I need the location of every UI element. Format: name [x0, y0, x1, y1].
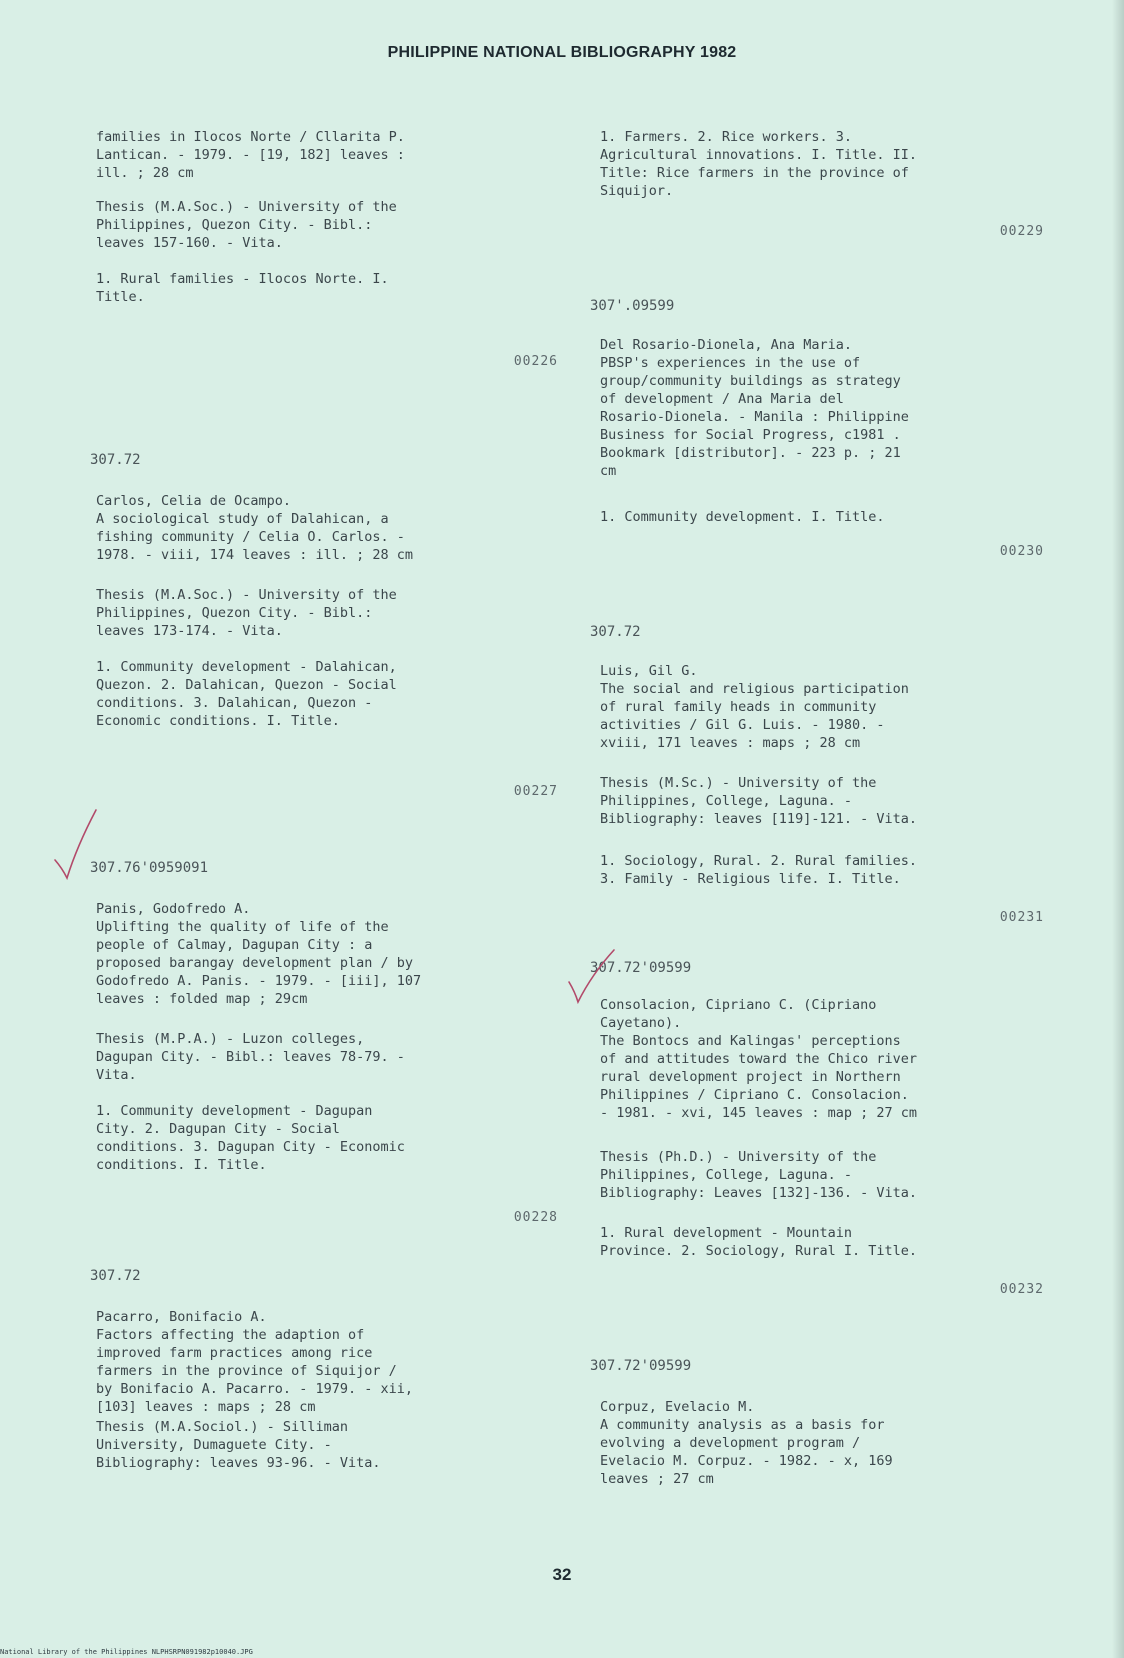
- record-subjects: 1. Sociology, Rural. 2. Rural families. 3. Family - Religious life. I. Title.: [600, 853, 917, 887]
- record-thesis-note: Thesis (M.A.Soc.) - University of the Philippines, Quezon City. - Bibl.: leaves 157-160. - Vita.: [96, 199, 397, 251]
- record-thesis-note: Thesis (M.Sc.) - University of the Philippines, College, Laguna. - Bibliography: leaves [119]-121. - Vita.: [600, 775, 917, 827]
- call-number: 307'.09599: [590, 298, 675, 314]
- page-number: 32: [552, 1565, 572, 1584]
- page-header: PHILIPPINE NATIONAL BIBLIOGRAPHY 1982: [387, 44, 737, 61]
- record-thesis-note: Thesis (M.A.Sociol.) - Silliman University, Dumaguete City. - Bibliography: leaves 93-96. - Vita.: [96, 1419, 381, 1471]
- record-subjects: 1. Farmers. 2. Rice workers. 3. Agricultural innovations. I. Title. II. Title: Rice farmers in the province of Siquijor.: [600, 129, 917, 199]
- record-number: 00230: [999, 544, 1044, 559]
- check-mark-icon: [52, 808, 98, 884]
- record-description: Del Rosario-Dionela, Ana Maria. PBSP's experiences in the use of group/community buildings as strategy of development / Ana Maria del Rosario-Dionela. - Manila : Philippine Business for Social Progress, c1981 . Bookmark [distributor]. - 223 p. ; 21 cm: [600, 337, 909, 479]
- record-subjects: 1. Community development - Dagupan City. 2. Dagupan City - Social conditions. 3. Dagupan City - Economic conditions. I. Title.: [96, 1103, 405, 1173]
- record-thesis-note: Thesis (M.P.A.) - Luzon colleges, Dagupan City. - Bibl.: leaves 78-79. - Vita.: [96, 1031, 405, 1083]
- record-description: Luis, Gil G. The social and religious participation of rural family heads in community activities / Gil G. Luis. - 1980. - xviii, 171 leaves : maps ; 28 cm: [600, 663, 909, 751]
- record-subjects: 1. Rural development - Mountain Province. 2. Sociology, Rural I. Title.: [600, 1225, 917, 1259]
- record-number: 00228: [513, 1210, 558, 1225]
- call-number: 307.72'09599: [590, 960, 692, 976]
- call-number: 307.72'09599: [590, 1358, 692, 1374]
- record-description: families in Ilocos Norte / Cllarita P. Lantican. - 1979. - [19, 182] leaves : ill. ; 28 cm: [96, 129, 405, 181]
- call-number: 307.76'0959091: [90, 860, 209, 876]
- record-description: Corpuz, Evelacio M. A community analysis as a basis for evolving a development program / Evelacio M. Corpuz. - 1982. - x, 169 leaves ; 27 cm: [600, 1399, 893, 1487]
- record-number: 00227: [513, 784, 558, 799]
- record-number: 00229: [999, 224, 1044, 239]
- record-number: 00231: [999, 910, 1044, 925]
- check-mark-icon: [566, 948, 616, 1006]
- record-description: Carlos, Celia de Ocampo. A sociological study of Dalahican, a fishing community / Celia O. Carlos. - 1978. - viii, 174 leaves : ill. ; 28 cm: [96, 493, 413, 563]
- record-number: 00232: [999, 1282, 1044, 1297]
- scan-source-note: National Library of the Philippines NLPHSRPN091982p10040.JPG: [0, 1648, 253, 1656]
- record-thesis-note: Thesis (M.A.Soc.) - University of the Philippines, Quezon City. - Bibl.: leaves 173-174. - Vita.: [96, 587, 397, 639]
- record-number: 00226: [513, 354, 558, 369]
- record-description: Consolacion, Cipriano C. (Cipriano Cayetano). The Bontocs and Kalingas' perceptions of and attitudes toward the Chico river rural development project in Northern Philippines / Cipriano C. Consolacion. - 1981. - xvi, 145 leaves : map ; 27 cm: [600, 997, 917, 1121]
- record-subjects: 1. Rural families - Ilocos Norte. I. Title.: [96, 271, 389, 305]
- record-description: Pacarro, Bonifacio A. Factors affecting the adaption of improved farm practices among rice farmers in the province of Siquijor / by Bonifacio A. Pacarro. - 1979. - xii, [103] leaves : maps ; 28 cm: [96, 1309, 413, 1415]
- call-number: 307.72: [590, 624, 641, 640]
- call-number: 307.72: [90, 1268, 141, 1284]
- page-edge: [1112, 0, 1124, 1658]
- call-number: 307.72: [90, 452, 141, 468]
- record-thesis-note: Thesis (Ph.D.) - University of the Philippines, College, Laguna. - Bibliography: Leaves [132]-136. - Vita.: [600, 1149, 917, 1201]
- record-description: Panis, Godofredo A. Uplifting the quality of life of the people of Calmay, Dagupan City : a proposed barangay development plan / by Godofredo A. Panis. - 1979. - [iii], 107 leaves : folded map ; 29cm: [96, 901, 422, 1007]
- record-subjects: 1. Community development - Dalahican, Quezon. 2. Dalahican, Quezon - Social conditions. 3. Dalahican, Quezon - Economic conditions. I. Title.: [96, 659, 397, 729]
- record-subjects: 1. Community development. I. Title.: [600, 509, 885, 525]
